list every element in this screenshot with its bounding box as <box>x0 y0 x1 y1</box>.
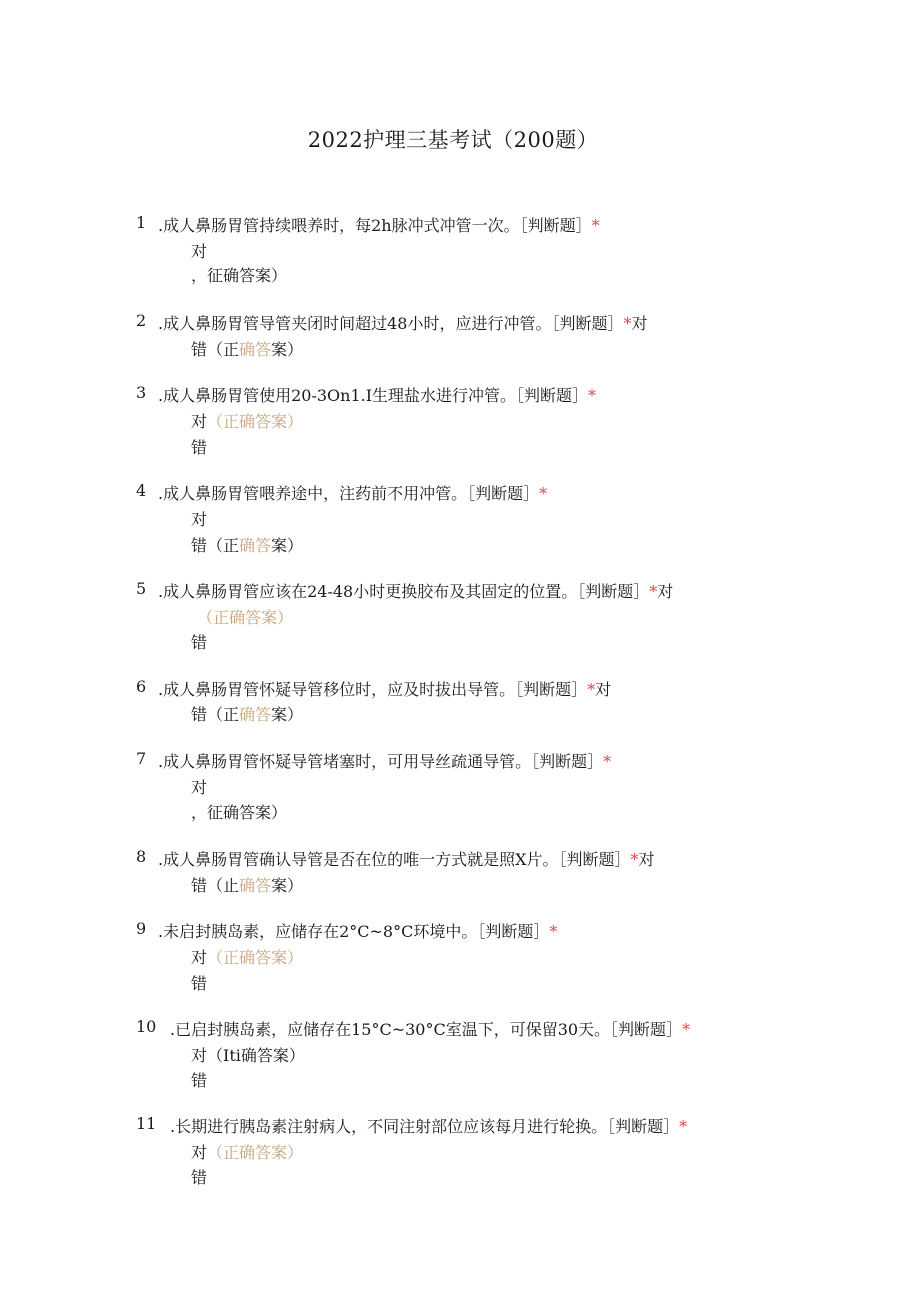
answer-text-tail: 案） <box>271 705 304 724</box>
question-number: 5 <box>136 579 147 598</box>
question-trailing: 对 <box>631 314 648 333</box>
question-text <box>158 481 547 504</box>
question-stem: .已启封胰岛素，应储存在15°C~30°C室温下，可保留30天。［判断题］ <box>170 1020 683 1039</box>
required-star: * <box>623 314 632 333</box>
answer-line <box>191 1140 303 1163</box>
question-stem: .成人鼻肠胃管确认导管是否在位的唯一方式就是照X片。［判断题］ <box>158 850 631 869</box>
question-text <box>158 579 673 602</box>
required-star: * <box>679 1117 688 1136</box>
answer-text: 对 <box>191 948 208 967</box>
answer-highlight: （正确答案） <box>207 412 304 431</box>
answer-text: ，征确答案） <box>191 266 288 285</box>
answer-text: 错 <box>191 1168 208 1187</box>
question-trailing: 对 <box>638 850 655 869</box>
answer-line <box>191 702 303 725</box>
answer-line <box>191 971 207 994</box>
answer-text: 错 <box>191 974 208 993</box>
answer-text: 对（Iti确答案） <box>191 1046 305 1065</box>
answer-text: 对 <box>191 412 208 431</box>
question-text <box>158 677 611 700</box>
question-number: 1 <box>136 213 147 232</box>
answer-highlight: （正确答案） <box>197 608 294 627</box>
question-trailing: 对 <box>657 582 674 601</box>
answer-highlight: 确答 <box>239 705 272 724</box>
question-trailing: 对 <box>595 680 612 699</box>
question-text <box>170 1017 690 1040</box>
answer-text: 错（正 <box>191 705 240 724</box>
required-star: * <box>603 752 612 771</box>
question-stem: .成人鼻肠胃管导管夹闭时间超过48小时，应进行冲管。［判断题］ <box>158 314 624 333</box>
question-stem: .成人鼻肠胃管使用20-3On1.I生理盐水进行冲管。［判断题］ <box>158 386 589 405</box>
answer-text: 对 <box>191 778 208 797</box>
question-stem: .成人鼻肠胃管持续喂养时，每2h脉冲式冲管一次。［判断题］ <box>158 216 592 235</box>
answer-line <box>191 1043 305 1066</box>
question-stem: .长期进行胰岛素注射病人，不同注射部位应该每月进行轮换。［判断题］ <box>170 1117 680 1136</box>
question-number: 2 <box>136 311 147 330</box>
answer-line <box>191 435 207 458</box>
answer-text: ，征确答案） <box>191 803 288 822</box>
required-star: * <box>587 680 596 699</box>
required-star: * <box>682 1020 691 1039</box>
answer-line <box>191 945 303 968</box>
question-number: 3 <box>136 383 147 402</box>
required-star: * <box>649 582 658 601</box>
question-text <box>158 383 596 406</box>
answer-text: 对 <box>191 1143 208 1162</box>
question-text <box>158 311 647 334</box>
answer-text: 错 <box>191 633 208 652</box>
answer-text: 对 <box>191 242 208 261</box>
question-stem: .成人鼻肠胃管怀疑导管移位时，应及时拔出导管。［判断题］ <box>158 680 588 699</box>
answer-line <box>191 409 303 432</box>
question-stem: .成人鼻肠胃管喂养途中，注药前不用冲管。［判断题］ <box>158 484 540 503</box>
question-number: 6 <box>136 677 147 696</box>
answer-highlight: （正确答案） <box>207 948 304 967</box>
answer-text: 错（止 <box>191 876 240 895</box>
answer-text: 错（正 <box>191 340 240 359</box>
answer-text: 错 <box>191 1071 208 1090</box>
answer-text-tail: 案） <box>271 340 304 359</box>
question-text <box>158 213 600 236</box>
answer-line <box>191 873 303 896</box>
question-stem: .成人鼻肠胃管应该在24-48小时更换胶布及其固定的位置。［判断题］ <box>158 582 650 601</box>
required-star: * <box>588 386 597 405</box>
question-text <box>158 919 557 942</box>
answer-line <box>191 533 303 556</box>
page-title: 2022护理三基考试（200题） <box>307 128 599 152</box>
question-text <box>170 1114 687 1137</box>
answer-line <box>197 605 293 628</box>
answer-highlight: 确答 <box>239 536 272 555</box>
answer-text: 错（正 <box>191 536 240 555</box>
answer-line <box>191 1068 207 1091</box>
required-star: * <box>549 922 558 941</box>
question-text <box>158 749 611 772</box>
answer-line <box>191 800 287 823</box>
question-number: 9 <box>136 919 147 938</box>
question-number: 11 <box>136 1114 157 1133</box>
answer-highlight: （正确答案） <box>207 1143 304 1162</box>
answer-line <box>191 239 207 262</box>
answer-line <box>191 775 207 798</box>
question-number: 4 <box>136 481 147 500</box>
question-stem: .未启封胰岛素，应储存在2°C~8°C环境中。［判断题］ <box>158 922 550 941</box>
answer-text-tail: 案） <box>271 536 304 555</box>
answer-line <box>191 507 207 530</box>
required-star: * <box>630 850 639 869</box>
answer-text-tail: 案） <box>271 876 304 895</box>
answer-line <box>191 263 287 286</box>
answer-highlight: 确答 <box>239 340 272 359</box>
answer-highlight: 确答 <box>239 876 272 895</box>
answer-line <box>191 630 207 653</box>
question-number: 10 <box>136 1017 157 1036</box>
question-number: 8 <box>136 847 147 866</box>
answer-line <box>191 337 303 360</box>
answer-text: 错 <box>191 438 208 457</box>
question-stem: .成人鼻肠胃管怀疑导管堵塞时，可用导丝疏通导管。［判断题］ <box>158 752 604 771</box>
answer-text: 对 <box>191 510 208 529</box>
required-star: * <box>591 216 600 235</box>
required-star: * <box>539 484 548 503</box>
question-number: 7 <box>136 749 147 768</box>
question-text <box>158 847 655 870</box>
answer-line <box>191 1165 207 1188</box>
